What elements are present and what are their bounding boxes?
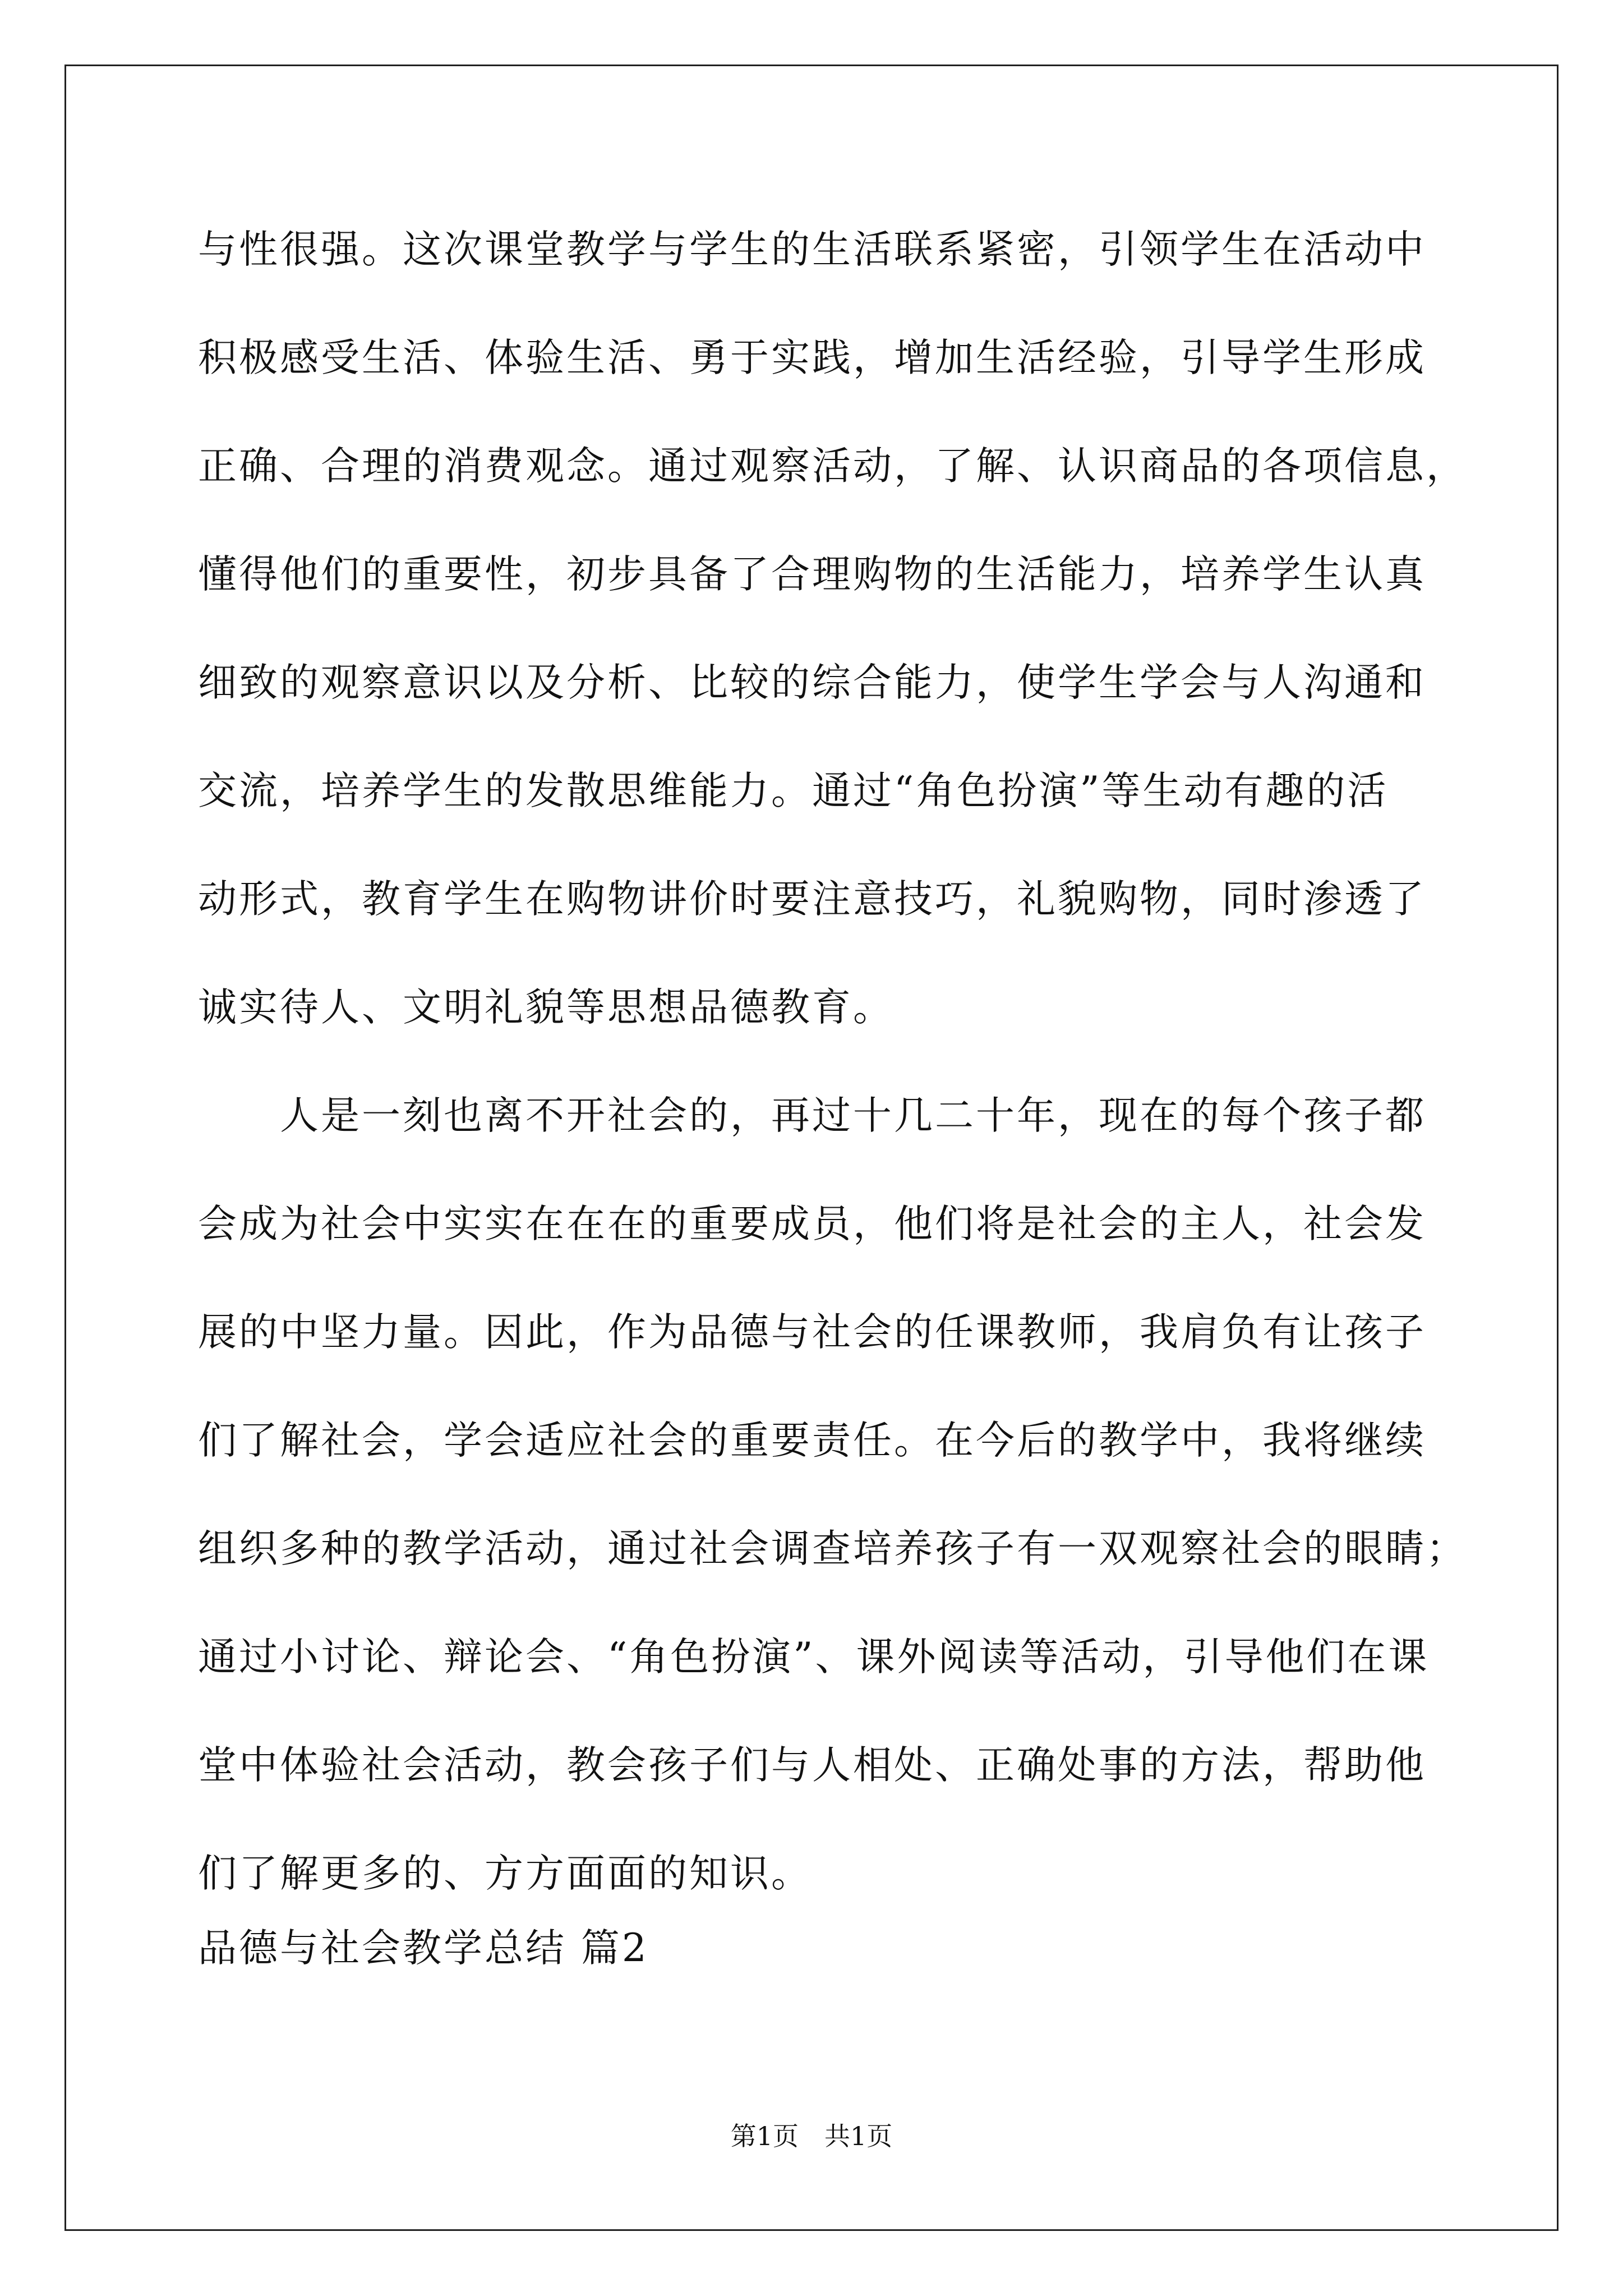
paragraph-line: 堂中体验社会活动，教会孩子们与人相处、正确处事的方法，帮助他: [198, 1743, 1426, 1788]
paragraph-line: 动形式，教育学生在购物讲价时要注意技巧，礼貌购物，同时渗透了: [198, 877, 1426, 922]
paragraph-line: 懂得他们的重要性，初步具备了合理购物的生活能力，培养学生认真: [198, 552, 1426, 597]
paragraph-line: 积极感受生活、体验生活、勇于实践，增加生活经验，引导学生形成: [198, 335, 1426, 380]
paragraph-line: 与性很强。这次课堂教学与学生的生活联系紧密，引领学生在活动中: [198, 227, 1426, 272]
paragraph-line: 诚实待人、文明礼貌等思想品德教育。: [198, 985, 894, 1030]
paragraph-line: 组织多种的教学活动，通过社会调查培养孩子有一双观察社会的眼睛；: [198, 1526, 1467, 1571]
paragraph-line: 交流，培养学生的发散思维能力。通过“角色扮演”等生动有趣的活: [198, 769, 1389, 813]
paragraph-line: 细致的观察意识以及分析、比较的综合能力，使学生学会与人沟通和: [198, 660, 1426, 705]
section-heading: 品德与社会教学总结 篇2: [198, 1926, 649, 1971]
paragraph-line: 人是一刻也离不开社会的，再过十几二十年，现在的每个孩子都: [280, 1093, 1426, 1138]
page-border: [64, 65, 1559, 2231]
paragraph-line: 展的中坚力量。因此，作为品德与社会的任课教师，我肩负有让孩子: [198, 1310, 1426, 1355]
page-footer: 第1页 共1页: [730, 2121, 893, 2151]
paragraph-line: 们了解社会，学会适应社会的重要责任。在今后的教学中，我将继续: [198, 1418, 1426, 1463]
paragraph-line: 会成为社会中实实在在在的重要成员，他们将是社会的主人，社会发: [198, 1202, 1426, 1246]
paragraph-line: 通过小讨论、辩论会、“角色扮演”、课外阅读等活动，引导他们在课: [198, 1635, 1430, 1680]
paragraph-line: 正确、合理的消费观念。通过观察活动，了解、认识商品的各项信息，: [198, 444, 1467, 489]
paragraph-line: 们了解更多的、方方面面的知识。: [198, 1851, 812, 1896]
